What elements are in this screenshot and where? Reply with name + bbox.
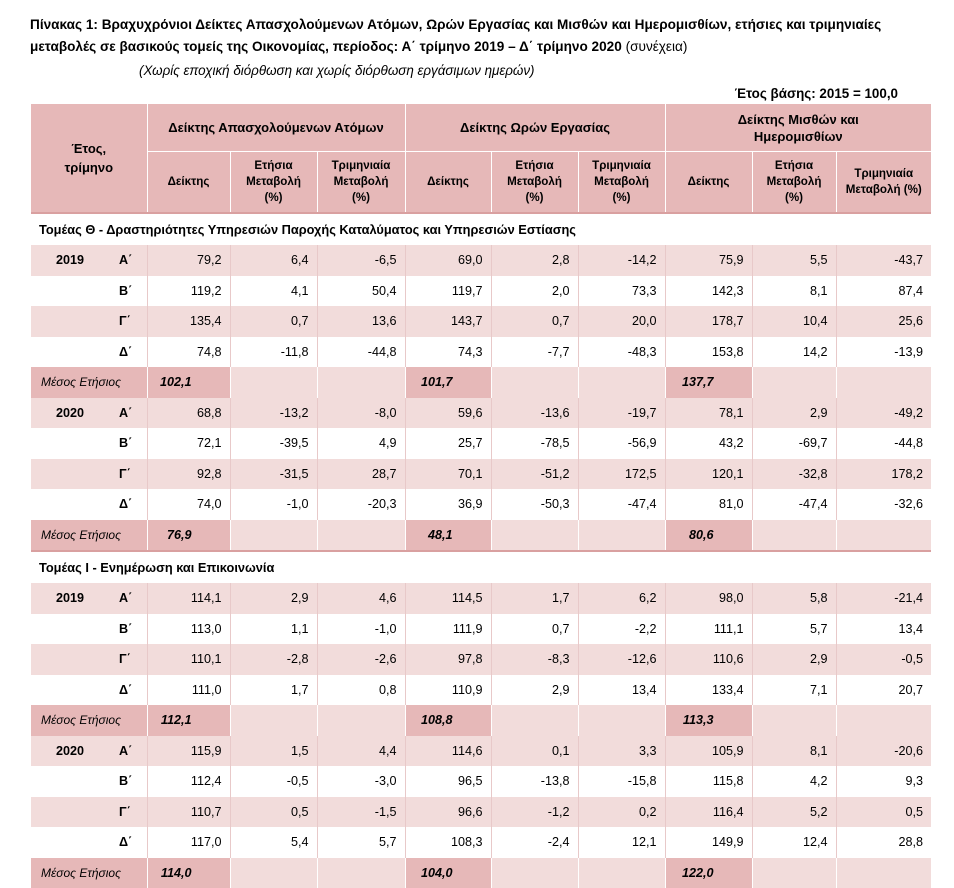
value-cell: 0,2 (578, 797, 665, 828)
empty-cell (752, 858, 836, 888)
value-cell: -0,5 (836, 644, 931, 675)
empty-cell (230, 520, 317, 552)
annual-average-label: Μέσος Ετήσιος (31, 705, 147, 736)
empty-cell (578, 705, 665, 736)
header-group-wages (665, 104, 931, 152)
table-title (30, 14, 930, 58)
value-cell: -69,7 (752, 428, 836, 459)
value-cell: 114,5 (405, 583, 491, 614)
empty-cell (317, 367, 405, 398)
value-cell: 4,4 (317, 736, 405, 767)
value-cell: 81,0 (665, 489, 752, 520)
header-corner-line1: Έτος, (39, 139, 139, 158)
value-cell: -31,5 (230, 459, 317, 490)
sector-name: Τομέας Θ - Δραστηριότητες Υπηρεσιών Παροχής Καταλύματος και Υπηρεσιών Εστίασης (31, 213, 931, 245)
table-row (31, 245, 931, 276)
value-cell: 111,1 (665, 614, 752, 645)
value-cell: -0,5 (230, 766, 317, 797)
value-cell: 1,1 (230, 614, 317, 645)
value-cell: 110,1 (147, 644, 230, 675)
header-group-wages-text: Δείκτης Μισθών και Ημερομισθίων (723, 111, 873, 145)
header-sub-annual-text: Ετήσια Μεταβολή (%) (239, 158, 309, 206)
value-cell: -2,6 (317, 644, 405, 675)
value-cell: -43,7 (836, 245, 931, 276)
table-row (31, 459, 931, 490)
annual-average-value: 102,1 (147, 367, 230, 398)
table-row (31, 428, 931, 459)
value-cell: 0,7 (491, 306, 578, 337)
annual-average-row (31, 858, 931, 888)
value-cell: 72,1 (147, 428, 230, 459)
empty-cell (317, 520, 405, 552)
empty-cell (230, 705, 317, 736)
value-cell: 114,1 (147, 583, 230, 614)
empty-cell (317, 705, 405, 736)
year-cell (31, 675, 109, 706)
value-cell: 98,0 (665, 583, 752, 614)
header-sub-annual (752, 152, 836, 214)
value-cell: 178,2 (836, 459, 931, 490)
annual-average-value: 48,1 (405, 520, 491, 552)
empty-cell (230, 858, 317, 888)
header-sub-quarterly-text: Τριμηνιαία Μεταβολή (%) (587, 158, 657, 206)
year-cell: 2019 (31, 583, 109, 614)
value-cell: 68,8 (147, 398, 230, 429)
value-cell: 115,9 (147, 736, 230, 767)
table-row (31, 614, 931, 645)
annual-average-label: Μέσος Ετήσιος (31, 858, 147, 888)
value-cell: -12,6 (578, 644, 665, 675)
value-cell: 119,7 (405, 276, 491, 307)
value-cell: -13,8 (491, 766, 578, 797)
empty-cell (836, 520, 931, 552)
table-row (31, 337, 931, 368)
value-cell: 12,1 (578, 827, 665, 858)
table-row (31, 827, 931, 858)
empty-cell (752, 520, 836, 552)
value-cell: 120,1 (665, 459, 752, 490)
annual-average-value: 101,7 (405, 367, 491, 398)
header-row-sub (31, 152, 931, 214)
annual-average-value: 80,6 (665, 520, 752, 552)
quarter-cell: Α΄ (109, 583, 147, 614)
value-cell: -15,8 (578, 766, 665, 797)
value-cell: 0,5 (836, 797, 931, 828)
value-cell: 96,5 (405, 766, 491, 797)
year-cell: 2020 (31, 398, 109, 429)
value-cell: 142,3 (665, 276, 752, 307)
value-cell: 25,7 (405, 428, 491, 459)
year-cell (31, 428, 109, 459)
value-cell: 78,1 (665, 398, 752, 429)
quarter-cell: Δ΄ (109, 827, 147, 858)
value-cell: -19,7 (578, 398, 665, 429)
value-cell: 28,8 (836, 827, 931, 858)
header-sub-annual (230, 152, 317, 214)
value-cell: -3,0 (317, 766, 405, 797)
value-cell: -47,4 (578, 489, 665, 520)
value-cell: 4,1 (230, 276, 317, 307)
value-cell: 79,2 (147, 245, 230, 276)
value-cell: 74,0 (147, 489, 230, 520)
value-cell: 117,0 (147, 827, 230, 858)
empty-cell (578, 367, 665, 398)
value-cell: 112,4 (147, 766, 230, 797)
table-row (31, 797, 931, 828)
value-cell: 105,9 (665, 736, 752, 767)
continued-note: (συνέχεια) (626, 39, 688, 54)
quarter-cell: Β΄ (109, 428, 147, 459)
value-cell: -8,0 (317, 398, 405, 429)
header-sub-index (405, 152, 491, 214)
value-cell: 2,9 (752, 398, 836, 429)
value-cell: 143,7 (405, 306, 491, 337)
value-cell: 1,7 (230, 675, 317, 706)
header-sub-annual (491, 152, 578, 214)
value-cell: -8,3 (491, 644, 578, 675)
annual-average-value: 113,3 (665, 705, 752, 736)
quarter-cell: Β΄ (109, 614, 147, 645)
value-cell: 108,3 (405, 827, 491, 858)
value-cell: 2,0 (491, 276, 578, 307)
year-cell: 2019 (31, 245, 109, 276)
value-cell: 5,5 (752, 245, 836, 276)
value-cell: 69,0 (405, 245, 491, 276)
value-cell: 111,0 (147, 675, 230, 706)
header-corner (31, 104, 147, 213)
annual-average-value: 104,0 (405, 858, 491, 888)
year-cell (31, 827, 109, 858)
value-cell: 13,4 (836, 614, 931, 645)
value-cell: 4,6 (317, 583, 405, 614)
year-cell (31, 797, 109, 828)
value-cell: 0,7 (491, 614, 578, 645)
table-row (31, 583, 931, 614)
table-body (31, 213, 931, 888)
value-cell: -47,4 (752, 489, 836, 520)
value-cell: -48,3 (578, 337, 665, 368)
value-cell: 5,4 (230, 827, 317, 858)
value-cell: -78,5 (491, 428, 578, 459)
table-row (31, 675, 931, 706)
quarter-cell: Γ΄ (109, 459, 147, 490)
value-cell: 43,2 (665, 428, 752, 459)
annual-average-value: 137,7 (665, 367, 752, 398)
value-cell: 153,8 (665, 337, 752, 368)
value-cell: 2,8 (491, 245, 578, 276)
value-cell: -14,2 (578, 245, 665, 276)
value-cell: -6,5 (317, 245, 405, 276)
year-cell (31, 766, 109, 797)
value-cell: -1,2 (491, 797, 578, 828)
table-row (31, 766, 931, 797)
year-cell (31, 614, 109, 645)
quarter-cell: Α΄ (109, 736, 147, 767)
value-cell: 28,7 (317, 459, 405, 490)
value-cell: 70,1 (405, 459, 491, 490)
value-cell: -20,3 (317, 489, 405, 520)
value-cell: 3,3 (578, 736, 665, 767)
value-cell: -39,5 (230, 428, 317, 459)
statistics-table (31, 104, 931, 888)
header-group-employment: Δείκτης Απασχολούμενων Ατόμων (147, 104, 405, 152)
quarter-cell: Δ΄ (109, 489, 147, 520)
value-cell: -32,8 (752, 459, 836, 490)
header-sub-index-text: Δείκτης (414, 174, 483, 190)
value-cell: 20,0 (578, 306, 665, 337)
value-cell: -1,5 (317, 797, 405, 828)
value-cell: 113,0 (147, 614, 230, 645)
value-cell: 92,8 (147, 459, 230, 490)
sector-name: Τομέας Ι - Ενημέρωση και Επικοινωνία (31, 551, 931, 583)
value-cell: 135,4 (147, 306, 230, 337)
table-subtitle: (Χωρίς εποχική διόρθωση και χωρίς διόρθωση εργάσιμων ημερών) (139, 63, 535, 78)
value-cell: 1,7 (491, 583, 578, 614)
value-cell: 5,7 (752, 614, 836, 645)
table-row (31, 489, 931, 520)
table-row (31, 398, 931, 429)
value-cell: 8,1 (752, 736, 836, 767)
value-cell: 110,9 (405, 675, 491, 706)
value-cell: 12,4 (752, 827, 836, 858)
annual-average-value: 114,0 (147, 858, 230, 888)
quarter-cell: Α΄ (109, 398, 147, 429)
value-cell: 1,5 (230, 736, 317, 767)
value-cell: 0,5 (230, 797, 317, 828)
annual-average-value: 122,0 (665, 858, 752, 888)
value-cell: 6,2 (578, 583, 665, 614)
empty-cell (578, 520, 665, 552)
value-cell: 7,1 (752, 675, 836, 706)
quarter-cell: Β΄ (109, 276, 147, 307)
value-cell: 178,7 (665, 306, 752, 337)
empty-cell (491, 520, 578, 552)
empty-cell (752, 367, 836, 398)
value-cell: 4,9 (317, 428, 405, 459)
value-cell: -13,6 (491, 398, 578, 429)
quarter-cell: Δ΄ (109, 337, 147, 368)
value-cell: 96,6 (405, 797, 491, 828)
header-sub-annual-text: Ετήσια Μεταβολή (%) (500, 158, 570, 206)
value-cell: 0,7 (230, 306, 317, 337)
value-cell: -51,2 (491, 459, 578, 490)
empty-cell (491, 858, 578, 888)
quarter-cell: Β΄ (109, 766, 147, 797)
table-row (31, 644, 931, 675)
value-cell: 119,2 (147, 276, 230, 307)
header-sub-quarterly (836, 152, 931, 214)
value-cell: -20,6 (836, 736, 931, 767)
header-sub-index (147, 152, 230, 214)
value-cell: 13,4 (578, 675, 665, 706)
value-cell: 10,4 (752, 306, 836, 337)
header-sub-index (665, 152, 752, 214)
annual-average-row (31, 520, 931, 552)
header-sub-quarterly (578, 152, 665, 214)
value-cell: 133,4 (665, 675, 752, 706)
value-cell: 114,6 (405, 736, 491, 767)
value-cell: -7,7 (491, 337, 578, 368)
header-sub-annual-text: Ετήσια Μεταβολή (%) (761, 158, 828, 206)
value-cell: 20,7 (836, 675, 931, 706)
empty-cell (836, 858, 931, 888)
value-cell: 87,4 (836, 276, 931, 307)
value-cell: 9,3 (836, 766, 931, 797)
value-cell: 111,9 (405, 614, 491, 645)
annual-average-row (31, 367, 931, 398)
value-cell: -44,8 (317, 337, 405, 368)
value-cell: 8,1 (752, 276, 836, 307)
annual-average-row (31, 705, 931, 736)
value-cell: -50,3 (491, 489, 578, 520)
quarter-cell: Γ΄ (109, 644, 147, 675)
value-cell: -2,2 (578, 614, 665, 645)
value-cell: 172,5 (578, 459, 665, 490)
value-cell: -13,2 (230, 398, 317, 429)
table-row (31, 306, 931, 337)
header-sub-quarterly-text: Τριμηνιαία Μεταβολή (%) (845, 166, 924, 198)
empty-cell (317, 858, 405, 888)
annual-average-value: 112,1 (147, 705, 230, 736)
value-cell: -1,0 (317, 614, 405, 645)
empty-cell (491, 367, 578, 398)
value-cell: 13,6 (317, 306, 405, 337)
value-cell: 110,6 (665, 644, 752, 675)
table-row (31, 736, 931, 767)
header-sub-index-text: Δείκτης (674, 174, 744, 190)
value-cell: 36,9 (405, 489, 491, 520)
header-sub-index-text: Δείκτης (156, 174, 222, 190)
value-cell: -56,9 (578, 428, 665, 459)
value-cell: 0,8 (317, 675, 405, 706)
empty-cell (491, 705, 578, 736)
table-title-text: Πίνακας 1: Βραχυχρόνιοι Δείκτες Απασχολούμενων Ατόμων, Ωρών Εργασίας και Μισθών και Ημερομισθίων, ετήσιες και τριμηνιαίες μεταβολές σε βασικούς τομείς της Οικονομίας, περίοδος: Α΄ τρίμηνο 2019 – Δ΄ τρίμηνο 2020 (30, 17, 881, 54)
annual-average-value: 76,9 (147, 520, 230, 552)
value-cell: 5,8 (752, 583, 836, 614)
value-cell: 149,9 (665, 827, 752, 858)
value-cell: 5,7 (317, 827, 405, 858)
value-cell: 2,9 (752, 644, 836, 675)
value-cell: 4,2 (752, 766, 836, 797)
value-cell: -11,8 (230, 337, 317, 368)
empty-cell (752, 705, 836, 736)
empty-cell (836, 367, 931, 398)
value-cell: -32,6 (836, 489, 931, 520)
value-cell: 59,6 (405, 398, 491, 429)
value-cell: -2,8 (230, 644, 317, 675)
value-cell: -13,9 (836, 337, 931, 368)
year-cell (31, 306, 109, 337)
value-cell: 2,9 (230, 583, 317, 614)
year-cell: 2020 (31, 736, 109, 767)
value-cell: 115,8 (665, 766, 752, 797)
value-cell: -44,8 (836, 428, 931, 459)
value-cell: 75,9 (665, 245, 752, 276)
value-cell: 74,8 (147, 337, 230, 368)
value-cell: -2,4 (491, 827, 578, 858)
empty-cell (230, 367, 317, 398)
value-cell: 73,3 (578, 276, 665, 307)
value-cell: 97,8 (405, 644, 491, 675)
sector-row (31, 213, 931, 245)
header-sub-quarterly (317, 152, 405, 214)
sector-row (31, 551, 931, 583)
header-row-groups (31, 104, 931, 152)
empty-cell (836, 705, 931, 736)
value-cell: 25,6 (836, 306, 931, 337)
base-year-note: Έτος βάσης: 2015 = 100,0 (735, 86, 898, 101)
year-cell (31, 337, 109, 368)
quarter-cell: Δ΄ (109, 675, 147, 706)
value-cell: 74,3 (405, 337, 491, 368)
value-cell: 5,2 (752, 797, 836, 828)
value-cell: 14,2 (752, 337, 836, 368)
quarter-cell: Γ΄ (109, 797, 147, 828)
value-cell: 0,1 (491, 736, 578, 767)
annual-average-value: 108,8 (405, 705, 491, 736)
table-row (31, 276, 931, 307)
header-group-hours: Δείκτης Ωρών Εργασίας (405, 104, 665, 152)
value-cell: -1,0 (230, 489, 317, 520)
value-cell: -49,2 (836, 398, 931, 429)
header-corner-line2: τρίμηνο (39, 158, 139, 177)
year-cell (31, 459, 109, 490)
quarter-cell: Α΄ (109, 245, 147, 276)
value-cell: 2,9 (491, 675, 578, 706)
year-cell (31, 644, 109, 675)
value-cell: 6,4 (230, 245, 317, 276)
quarter-cell: Γ΄ (109, 306, 147, 337)
value-cell: 116,4 (665, 797, 752, 828)
annual-average-label: Μέσος Ετήσιος (31, 367, 147, 398)
value-cell: -21,4 (836, 583, 931, 614)
value-cell: 110,7 (147, 797, 230, 828)
year-cell (31, 489, 109, 520)
annual-average-label: Μέσος Ετήσιος (31, 520, 147, 552)
year-cell (31, 276, 109, 307)
header-sub-quarterly-text: Τριμηνιαία Μεταβολή (%) (326, 158, 397, 206)
value-cell: 50,4 (317, 276, 405, 307)
empty-cell (578, 858, 665, 888)
